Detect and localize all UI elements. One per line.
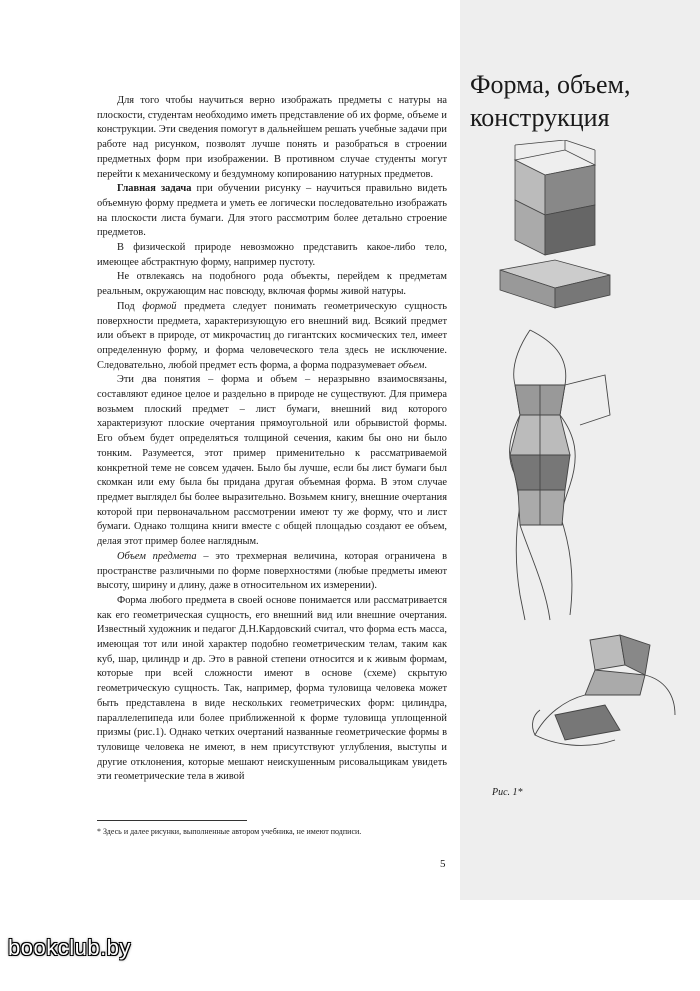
text-run: при обучении рисунку – научиться правильно видеть объемную форму предмета и уметь ее логически последовательно изображать на плоскости листа бумаги. Для этого рассмотрим более детально строение предметов.: [97, 183, 448, 239]
bold-term: Главная задача: [117, 183, 192, 195]
footnote: * Здесь и далее рисунки, выполненные автором учебника, не имеют подписи.: [97, 827, 362, 836]
italic-term: Объем предмета: [117, 550, 197, 562]
stacked-cubes-sketch: [495, 140, 615, 315]
reclining-figure-sketch: [525, 625, 685, 755]
paragraph: [97, 300, 447, 374]
text-run: предмета следует понимать геометрическую сущность поверхности предмета, характеризующую его внешний вид. Всякий предмет или объект в природе, от микрочастиц до гигантских космических тел, имеет определенную форму, и форма человеческого тела здесь не исключение. Следовательно, любой предмет есть форма, а форма подразумевает: [97, 300, 447, 371]
paragraph: [97, 241, 447, 270]
text-run: Не отвлекаясь на подобного рода объекты, перейдем к предметам реальным, окружающим нас повсюду, включая формы живой натуры.: [97, 271, 447, 298]
torso-sketch: [490, 325, 625, 625]
watermark: bookclub.by: [8, 935, 131, 960]
paragraph: [97, 373, 447, 549]
text-run: Для того чтобы научиться верно изображать предметы с натуры на плоскости, студентам необходимо иметь представление об их форме, объеме и конструкции. Эти сведения помогут в дальнейшем решать учебные задачи при работе над рисунком, позволят лучше понять и разобраться в строении предметных форм при изображении. В противном случае студенты могут перейти к механическому и бездумному копированию натурных предметов.: [97, 95, 447, 180]
text-run: Под: [117, 300, 143, 312]
footnote-divider: [97, 820, 247, 821]
figure-caption: Рис. 1*: [492, 787, 523, 798]
paragraph: [97, 550, 447, 594]
page-number: 5: [440, 858, 446, 870]
body-text: [97, 94, 447, 785]
paragraph: [97, 182, 447, 241]
page-title: Форма, объем, конструкция: [470, 70, 631, 132]
paragraph: [97, 270, 447, 299]
text-run: В физической природе невозможно представить какое-либо тело, имеющее абстрактную форму, например пустоту.: [97, 242, 447, 268]
text-run: Эти два понятия – форма и объем – неразрывно взаимосвязаны, составляют единое целое и раздельно в природе не существуют. Для примера возьмем плоский предмет – лист бумаги, внешний вид которого характеризуют плоские очертания прямоугольной или обрывистой формы. Его объем будет определяться толщиной сечения, каким бы оно ни было тонким. Разумеется, этот пример применительно к рассматриваемой конкретной теме не совсем удачен. Было бы лучше, если бы лист бумаги был скомкан или ему была бы придана другая объемная форма. В этом случае предмет выглядел бы более выразительно. Возьмем книгу, внешние очертания которой при первоначальном рассмотрении имеют ту же форму, что и лист бумаги. Однако толщина книги вместе с общей площадью создают ее объем, делая этот пример более наглядным.: [97, 374, 447, 548]
italic-term: формой: [142, 300, 177, 312]
paragraph: [97, 594, 447, 785]
italic-term: объем: [397, 359, 425, 371]
text-run: Форма любого предмета в своей основе понимается или рассматривается как его геометрическая сущность, его внешний вид или внешние очертания. Известный художник и педагог Д.Н.Кардовский считал, что форма есть масса, имеющая тот или иной характер подобно геометрическим телам, таким как куб, шар, цилиндр и др. Это в равной степени относится и к живым формам, которые при всей сложности имеют в основе (схеме) скрытую геометрическую сущность. Так, например, форма туловища человека может быть представлена в виде нескольких геометрических форм: цилиндра, параллелепипеда или более приближенной к форме туловища уплощенной призмы (рис.1). Однако четких очертаний названные геометрические формы в туловище человека не имеют, в нем присутствуют углубления, выступы и другие отклонения, которые мешают неискушенным рисовальщикам увидеть эти геометрические тела в живой: [97, 594, 447, 783]
text-run: .: [424, 359, 427, 371]
text-run: – это трехмерная величина, которая ограничена в пространстве различными по форме поверхностями (любые предметы имеют высоту, ширину и длину, даже в относительном их измерении).: [97, 550, 447, 592]
paragraph: [97, 94, 447, 182]
